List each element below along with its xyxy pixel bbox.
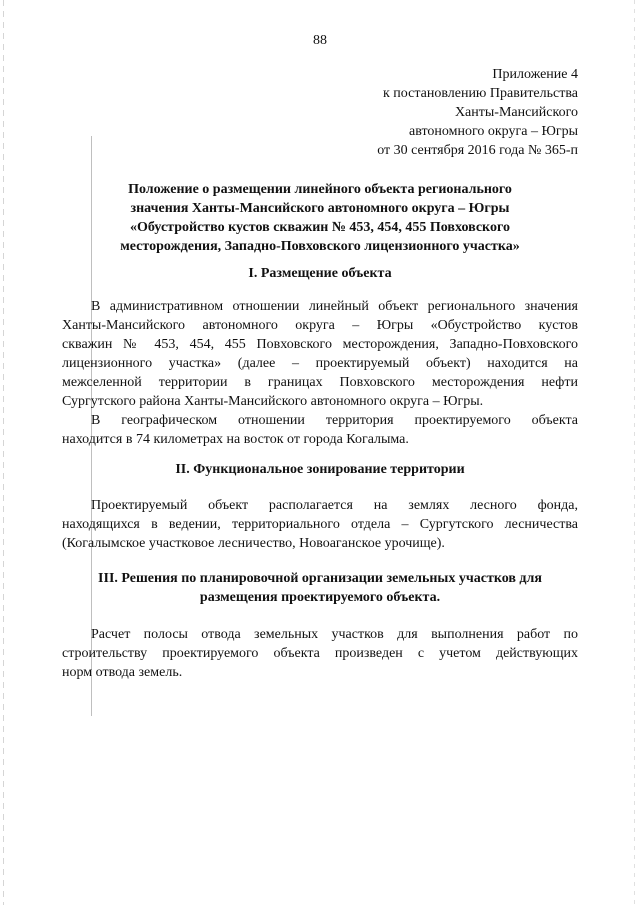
title-line: значения Ханты-Мансийского автономного округа – Югры [130,201,510,216]
section-heading-2: II. Функциональное зонирование территории [175,462,465,477]
heading-line: III. Решения по планировочной организации земельных участков для [98,571,542,586]
paragraph-line: находящихся в ведении, территориального отдела – Сургутского лесничества [62,517,578,532]
paragraph-line: лицензионного участка» (далее – проектируемый объект) находится на [62,356,578,371]
paragraph-line: норм отвода земель. [62,665,183,680]
appendix-line: от 30 сентября 2016 года № 365-п [377,143,578,158]
appendix-line: к постановлению Правительства [382,86,578,101]
section-heading-1: I. Размещение объекта [248,266,392,281]
scan-edge-left [3,0,4,905]
paragraph-line: (Когалымское участковое лесничество, Новоаганское урочище). [62,536,445,551]
title-line: «Обустройство кустов скважин № 453, 454, 455 Повховского [130,220,510,235]
section-heading-3 [62,569,578,607]
appendix-line: Приложение 4 [492,67,578,82]
section-1-paragraph-1 [62,297,578,411]
section-3-paragraph-1 [62,625,578,682]
paragraph-line: строительству проектируемого объекта произведен с учетом действующих [62,646,578,661]
paragraph-line: межселенной территории в границах Повховского месторождения нефти [62,375,578,390]
section-1-paragraph-2 [62,411,578,449]
appendix-reference [377,65,578,160]
paragraph-line: В географическом отношении территория проектируемого объекта [91,413,578,428]
paragraph-line: Сургутского района Ханты-Мансийского автономного округа – Югры. [62,394,484,409]
paragraph-line: В административном отношении линейный объект регионального значения [91,299,578,314]
page-number: 88 [313,33,327,48]
appendix-line: Ханты-Мансийского [454,105,578,120]
paragraph-line: находится в 74 километрах на восток от города Когалыма. [62,432,409,447]
heading-line: размещения проектируемого объекта. [199,590,441,605]
appendix-line: автономного округа – Югры [409,124,578,139]
title-line: месторождения, Западно-Повховского лицензионного участка» [120,239,520,254]
paragraph-line: Ханты-Мансийского автономного округа – Югры «Обустройство кустов [62,318,578,333]
document-title [100,180,540,256]
section-2-paragraph-1 [62,496,578,553]
paragraph-line: Проектируемый объект располагается на землях лесного фонда, [91,498,578,513]
paragraph-line: Расчет полосы отвода земельных участков для выполнения работ по [91,627,578,642]
scan-edge-right [634,0,635,905]
title-line: Положение о размещении линейного объекта регионального [128,182,512,197]
paragraph-line: скважин № 453, 454, 455 Повховского месторождения, Западно-Повховского [62,337,578,352]
